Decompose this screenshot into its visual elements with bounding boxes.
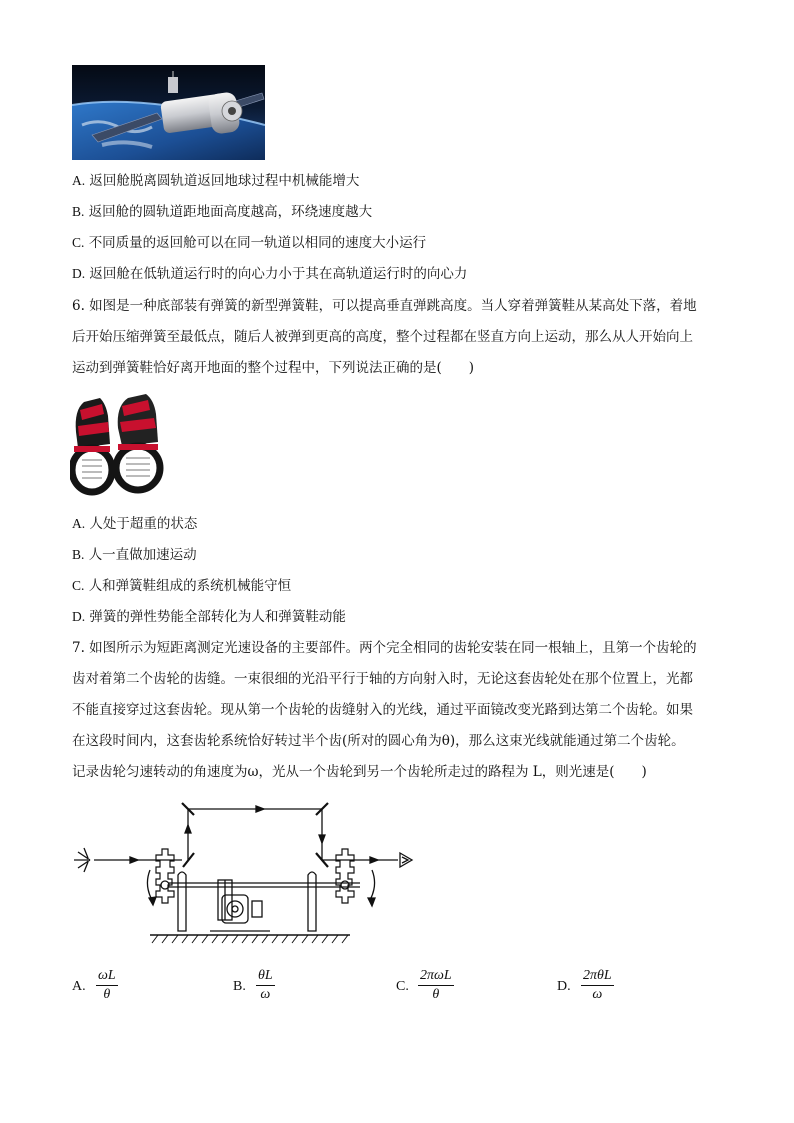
option-label: C. (72, 235, 85, 250)
gear-apparatus-diagram (70, 795, 420, 945)
q7-stem (72, 633, 724, 788)
q6-stem-line: 后开始压缩弹簧至最低点，随后人被弹到更高的高度，整个过程都在竖直方向上运动，那么从人开始向上 (72, 329, 693, 345)
q6-option-d (72, 607, 346, 627)
q7-stem-line: 齿对着第二个齿轮的齿缝。一束很细的光沿平行于轴的方向射入时，无论这套齿轮处在那个位置上，光都 (72, 671, 693, 687)
q5-option-c (72, 233, 426, 253)
q6-stem-line: 6. 如图是一种底部装有弹簧的新型弹簧鞋，可以提高垂直弹跳高度。当人穿着弹簧鞋从某高处下落，着地 (72, 298, 697, 314)
fraction-denominator: ω (260, 987, 271, 1002)
choice-fraction (418, 967, 454, 1004)
spring-shoes-photo (70, 392, 166, 498)
option-label: A. (72, 516, 86, 531)
choice-label: B. (233, 979, 246, 994)
q5-option-d (72, 264, 467, 284)
option-text: 人一直做加速运动 (88, 547, 197, 563)
fraction-numerator: θL (256, 967, 275, 986)
light-source-icon (74, 848, 90, 872)
q6-option-c (72, 576, 291, 596)
option-text: 返回舱的圆轨道距地面高度越高，环绕速度越大 (88, 204, 373, 220)
q7-stem-line: 7. 如图所示为短距离测定光速设备的主要部件。两个完全相同的齿轮安装在同一根轴上，且第一个齿轮的 (72, 640, 697, 656)
option-text: 弹簧的弹性势能全部转化为人和弹簧鞋动能 (89, 609, 346, 625)
option-text: 人和弹簧鞋组成的系统机械能守恒 (88, 578, 292, 594)
q7-stem-line: 在这段时间内，这套齿轮系统恰好转过半个齿(所对的圆心角为θ)，那么这束光线就能通过第二个齿轮。 (72, 733, 685, 749)
fraction-denominator: ω (592, 987, 603, 1002)
gear-right-icon (336, 849, 375, 906)
choice-fraction (256, 967, 275, 1004)
q7-stem-line: 记录齿轮匀速转动的角速度为ω，光从一个齿轮到另一个齿轮所走过的路程为 L，则光速是( ) (72, 764, 647, 780)
option-label: B. (72, 547, 85, 562)
q6-option-b (72, 545, 197, 565)
option-label: A. (72, 173, 86, 188)
detector-icon (400, 853, 412, 867)
fraction-numerator: ωL (96, 967, 118, 986)
choice-label: C. (396, 979, 409, 994)
space-station-photo (72, 65, 265, 160)
option-label: B. (72, 204, 85, 219)
option-text: 返回舱脱离圆轨道返回地球过程中机械能增大 (89, 173, 360, 189)
fraction-denominator: θ (103, 987, 111, 1002)
q6-option-a (72, 514, 197, 534)
choice-fraction (581, 967, 614, 1004)
q5-option-b (72, 202, 372, 222)
option-label: D. (72, 266, 86, 281)
q6-stem-line: 运动到弹簧鞋恰好离开地面的整个过程中，下列说法正确的是( ) (72, 360, 475, 376)
fraction-denominator: θ (432, 987, 440, 1002)
fraction-numerator: 2πθL (581, 967, 614, 986)
option-label: D. (72, 609, 86, 624)
q5-option-a (72, 171, 359, 191)
choice-label: A. (72, 979, 86, 994)
q7-stem-line: 不能直接穿过这套齿轮。现从第一个齿轮的齿缝射入的光线，通过平面镜改变光路到达第二个齿轮。如果 (72, 702, 693, 718)
choice-fraction (96, 967, 118, 1004)
option-label: C. (72, 578, 85, 593)
choice-label: D. (557, 979, 571, 994)
option-text: 返回舱在低轨道运行时的向心力小于其在高轨道运行时的向心力 (89, 266, 468, 282)
fraction-numerator: 2πωL (418, 967, 454, 986)
gear-left-icon (147, 849, 174, 905)
option-text: 不同质量的返回舱可以在同一轨道以相同的速度大小运行 (88, 235, 427, 251)
q6-stem (72, 291, 724, 384)
option-text: 人处于超重的状态 (89, 516, 198, 532)
